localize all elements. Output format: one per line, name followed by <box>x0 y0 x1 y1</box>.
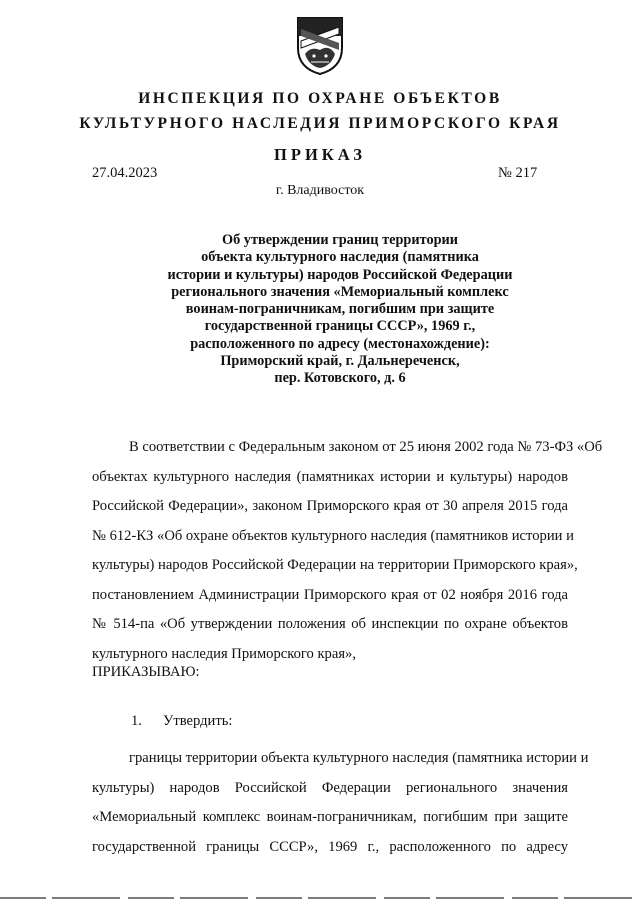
subject-line: объекта культурного наследия (памятника <box>201 249 479 266</box>
subject-line: пер. Котовского, д. 6 <box>274 370 406 387</box>
coat-of-arms-icon <box>293 14 347 76</box>
org-name-line-1: ИНСПЕКЦИЯ ПО ОХРАНЕ ОБЪЕКТОВ <box>138 90 502 107</box>
org-name-line-2: КУЛЬТУРНОГО НАСЛЕДИЯ ПРИМОРСКОГО КРАЯ <box>79 115 561 132</box>
city: г. Владивосток <box>275 183 365 198</box>
subject-line: государственной границы СССР», 1969 г., <box>204 318 476 335</box>
order-subject <box>160 232 520 388</box>
item-text: Утвердить: <box>163 713 233 729</box>
item-number: 1. <box>131 713 142 729</box>
preamble-line: объектах культурного наследия (памятниках истории и культуры) народов <box>92 468 568 485</box>
order-item-1 <box>131 713 232 730</box>
subject-line: расположенного по адресу (местонахождение): <box>190 335 490 352</box>
preamble-line: № 612-КЗ «Об охране объектов культурного наследия (памятников истории и <box>92 527 574 544</box>
page-cut-edge <box>0 897 640 899</box>
subject-line: Об утверждении границ территории <box>221 232 459 248</box>
item-body-line: государственной границы СССР», 1969 г., расположенного по адресу <box>92 838 568 855</box>
item-body-line: «Мемориальный комплекс воинам-пограничникам, погибшим при защите <box>92 809 568 825</box>
orders-heading: ПРИКАЗЫВАЮ: <box>92 664 200 680</box>
item-body-line: культуры) народов Российской Федерации регионального значения <box>92 779 568 796</box>
preamble-line: Российской Федерации», законом Приморского края от 30 апреля 2015 года <box>92 498 568 514</box>
subject-line: регионального значения «Мемориальный комплекс <box>171 283 509 300</box>
subject-line: Приморский край, г. Дальнереченск, <box>220 353 460 370</box>
subject-line: воинам-пограничникам, погибшим при защите <box>185 301 495 318</box>
preamble-line: культурного наследия Приморского края», <box>92 645 356 662</box>
item-body-line: границы территории объекта культурного наследия (памятника истории и <box>129 750 589 766</box>
preamble-paragraph <box>92 433 603 669</box>
order-number: № 217 <box>498 165 538 181</box>
document-type-title: ПРИКАЗ <box>274 145 366 164</box>
preamble-line: постановлением Администрации Приморского края от 02 ноября 2016 года <box>92 586 568 603</box>
preamble-line: № 514-па «Об утверждении положения об инспекции по охране объектов <box>92 616 568 632</box>
order-date: 27.04.2023 <box>92 165 158 181</box>
preamble-line: В соответствии с Федеральным законом от 25 июня 2002 года № 73-ФЗ «Об <box>129 439 603 455</box>
subject-line: истории и культуры) народов Российской Федерации <box>167 266 513 283</box>
preamble-line: культуры) народов Российской Федерации на территории Приморского края», <box>92 557 578 573</box>
item-1-body <box>92 744 589 862</box>
